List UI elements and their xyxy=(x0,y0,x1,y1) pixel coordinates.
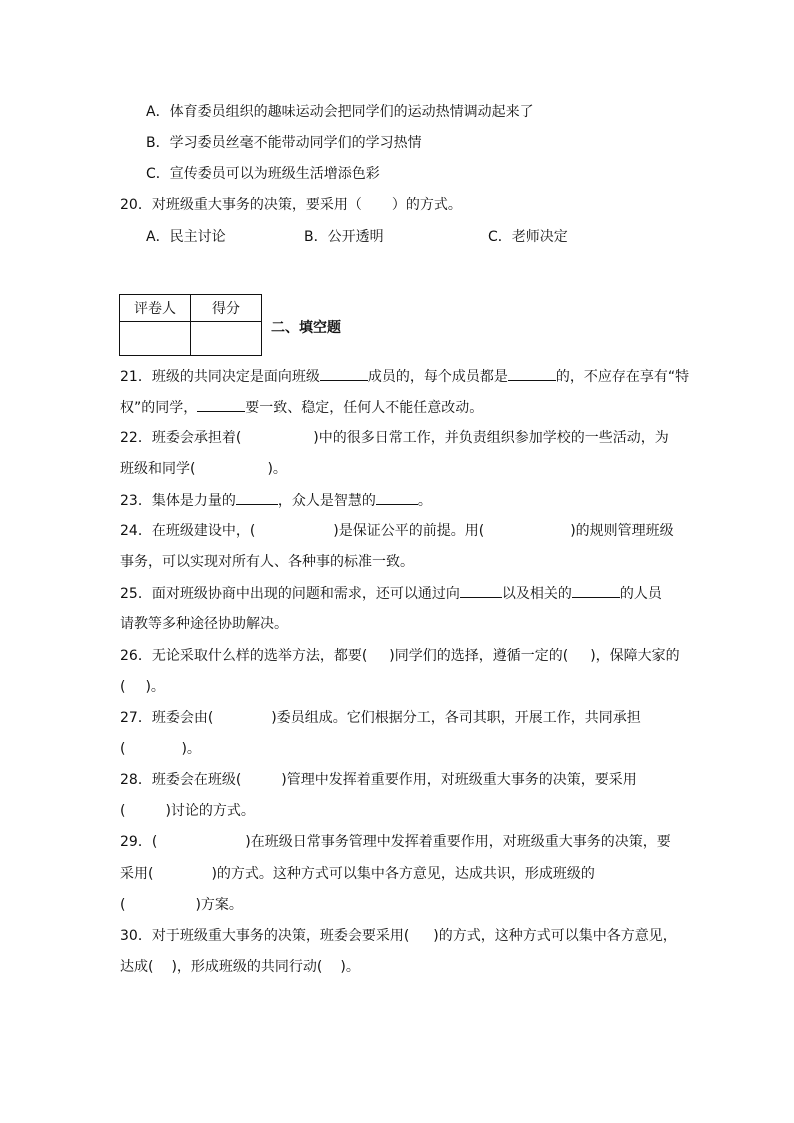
blank xyxy=(508,366,556,381)
blank xyxy=(197,397,245,412)
q26-line2: ( )。 xyxy=(120,679,165,695)
q28-line2: ( )讨论的方式。 xyxy=(120,803,255,819)
q28-line1: 28．班委会在班级( )管理中发挥着重要作用，对班级重大事务的决策，要采用 xyxy=(120,772,637,788)
section-title: 二、填空题 xyxy=(271,320,341,336)
blank xyxy=(236,490,278,505)
grader-cell xyxy=(120,322,191,356)
q21-line2: 权”的同学， 要一致、稳定，任何人不能任意改动。 xyxy=(120,397,483,417)
q24-line2: 事务，可以实现对所有人、各种事的标准一致。 xyxy=(120,554,414,570)
blank xyxy=(376,490,418,505)
q30-line1: 30．对于班级重大事务的决策，班委会要采用( )的方式，这种方式可以集中各方意见， xyxy=(120,928,677,944)
q24-line1: 24．在班级建设中，( )是保证公平的前提。用( )的规则管理班级 xyxy=(120,523,674,539)
q21-line1: 21．班级的共同决定是面向班级 成员的，每个成员都是 的，不应存在享有“特 xyxy=(120,366,689,386)
q19-option-b: B．学习委员丝毫不能带动同学们的学习热情 xyxy=(146,135,422,151)
blank xyxy=(320,366,368,381)
score-header: 得分 xyxy=(191,295,262,322)
q27-line1: 27．班委会由( )委员组成。它们根据分工，各司其职，开展工作，共同承担 xyxy=(120,710,641,726)
q20-option-a: A．民主讨论 xyxy=(146,229,226,245)
q20-stem: 20．对班级重大事务的决策，要采用（ ）的方式。 xyxy=(120,197,462,213)
q27-line2: ( )。 xyxy=(120,741,201,757)
q25-line1: 25．面对班级协商中出现的问题和需求，还可以通过向 以及相关的 的人员 xyxy=(120,583,662,603)
q20-option-b: B．公开透明 xyxy=(304,229,384,245)
q25-line2: 请教等多种途径协助解决。 xyxy=(120,616,288,632)
score-table xyxy=(119,294,262,356)
blank xyxy=(460,583,502,598)
q19-option-c: C．宣传委员可以为班级生活增添色彩 xyxy=(146,166,380,182)
q30-line2: 达成( )，形成班级的共同行动( )。 xyxy=(120,959,360,975)
blank xyxy=(572,583,620,598)
q20-options xyxy=(146,227,568,247)
q22-line1: 22．班委会承担着( )中的很多日常工作，并负责组织参加学校的一些活动，为 xyxy=(120,430,669,446)
q22-line2: 班级和同学( )。 xyxy=(120,461,287,477)
q20-option-c: C．老师决定 xyxy=(488,229,568,245)
q19-option-a: A．体育委员组织的趣味运动会把同学们的运动热情调动起来了 xyxy=(146,104,534,120)
q26-line1: 26．无论采取什么样的选举方法，都要( )同学们的选择，遵循一定的( )，保障大家的 xyxy=(120,648,680,664)
q29-line2: 采用( )的方式。这种方式可以集中各方意见，达成共识，形成班级的 xyxy=(120,866,595,882)
q23-line1: 23．集体是力量的 ，众人是智慧的 。 xyxy=(120,490,432,510)
q29-line1: 29．( )在班级日常事务管理中发挥着重要作用，对班级重大事务的决策，要 xyxy=(120,834,671,850)
q29-line3: ( )方案。 xyxy=(120,897,243,913)
grader-header: 评卷人 xyxy=(120,295,191,322)
score-cell xyxy=(191,322,262,356)
